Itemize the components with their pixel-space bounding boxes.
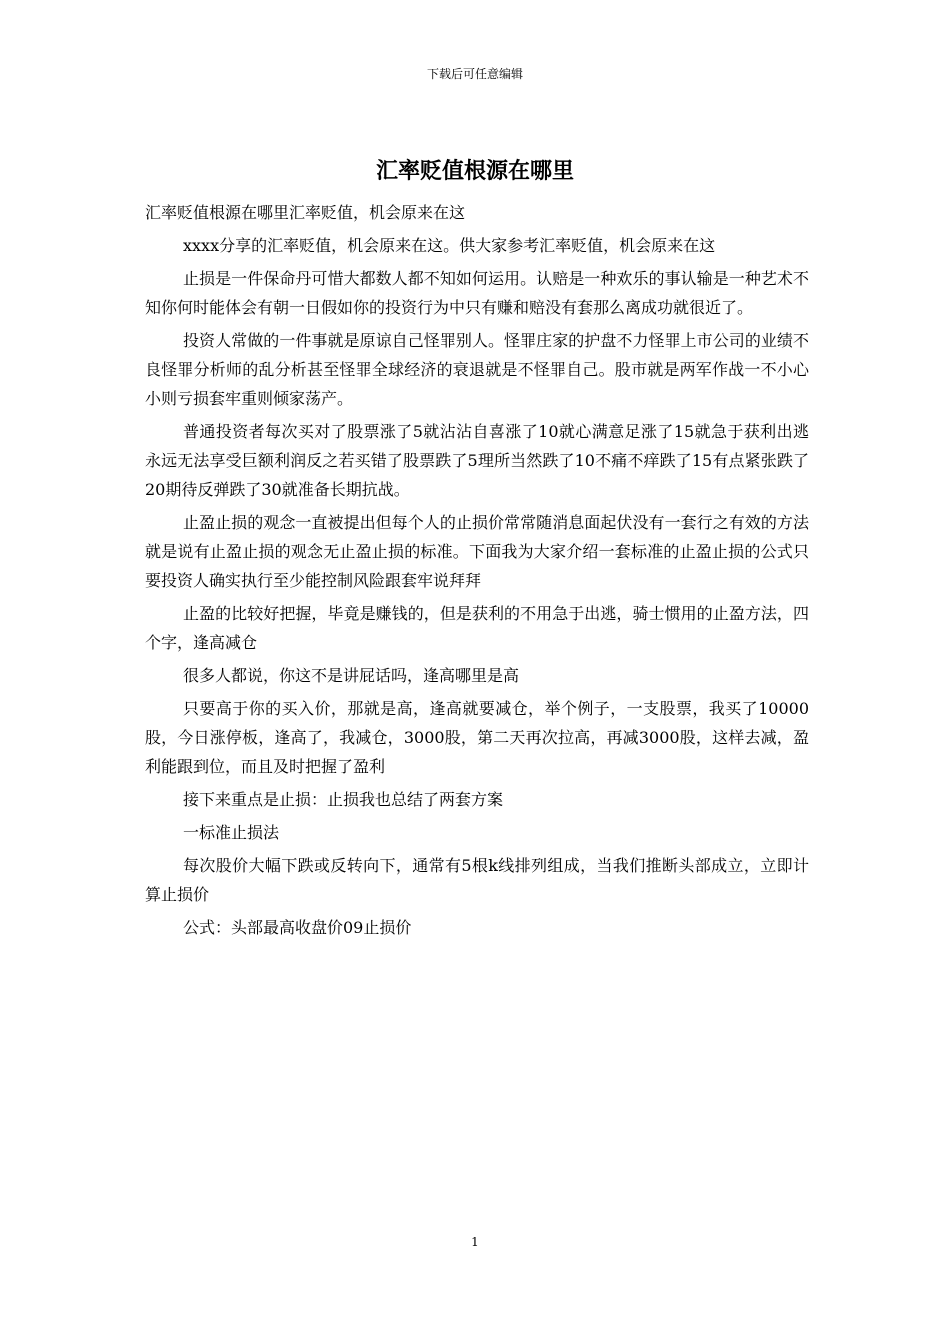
paragraph: 止盈的比较好把握，毕竟是赚钱的，但是获利的不用急于出逃，骑士惯用的止盈方法，四个字，逢高减仓 (145, 604, 809, 652)
paragraph: 接下来重点是止损：止损我也总结了两套方案 (183, 790, 504, 809)
paragraph: xxxx分享的汇率贬值，机会原来在这。供大家参考汇率贬值，机会原来在这 (183, 236, 716, 255)
paragraph: 止盈止损的观念一直被提出但每个人的止损价常常随消息面起伏没有一套行之有效的方法就是说有止盈止损的观念无止盈止损的标准。下面我为大家介绍一套标准的止盈止损的公式只要投资人确实执行至少能控制风险跟套牢说拜拜 (145, 513, 809, 590)
section-heading: 一标准止损法 (183, 823, 280, 842)
paragraph-subtitle: 汇率贬值根源在哪里汇率贬值，机会原来在这 (145, 203, 466, 222)
paragraph: 每次股价大幅下跌或反转向下，通常有5根k线排列组成，当我们推断头部成立，立即计算止损价 (145, 856, 809, 904)
page-number: 1 (471, 1235, 479, 1249)
formula-paragraph: 公式：头部最高收盘价09止损价 (183, 918, 412, 937)
document-title: 汇率贬值根源在哪里 (375, 158, 574, 184)
paragraph: 很多人都说，你这不是讲屁话吗，逢高哪里是高 (183, 666, 520, 685)
paragraph: 止损是一件保命丹可惜大都数人都不知如何运用。认赔是一种欢乐的事认输是一种艺术不知你何时能体会有朝一日假如你的投资行为中只有赚和赔没有套那么离成功就很近了。 (145, 269, 809, 317)
paragraph: 投资人常做的一件事就是原谅自己怪罪别人。怪罪庄家的护盘不力怪罪上市公司的业绩不良怪罪分析师的乱分析甚至怪罪全球经济的衰退就是不怪罪自己。股市就是两军作战一不小心小则亏损套牢重则倾家荡产。 (145, 331, 809, 408)
page-header-note: 下载后可任意编辑 (426, 67, 523, 81)
paragraph: 只要高于你的买入价，那就是高，逢高就要减仓，举个例子，一支股票，我买了10000股，今日涨停板，逢高了，我减仓，3000股，第二天再次拉高，再减3000股，这样去减，盈利能跟到位，而且及时把握了盈利 (145, 699, 809, 776)
paragraph: 普通投资者每次买对了股票涨了5就沾沾自喜涨了10就心满意足涨了15就急于获利出逃永远无法享受巨额利润反之若买错了股票跌了5理所当然跌了10不痛不痒跌了15有点紧张跌了20期待反弹跌了30就准备长期抗战。 (145, 422, 809, 499)
document-body (145, 198, 809, 946)
